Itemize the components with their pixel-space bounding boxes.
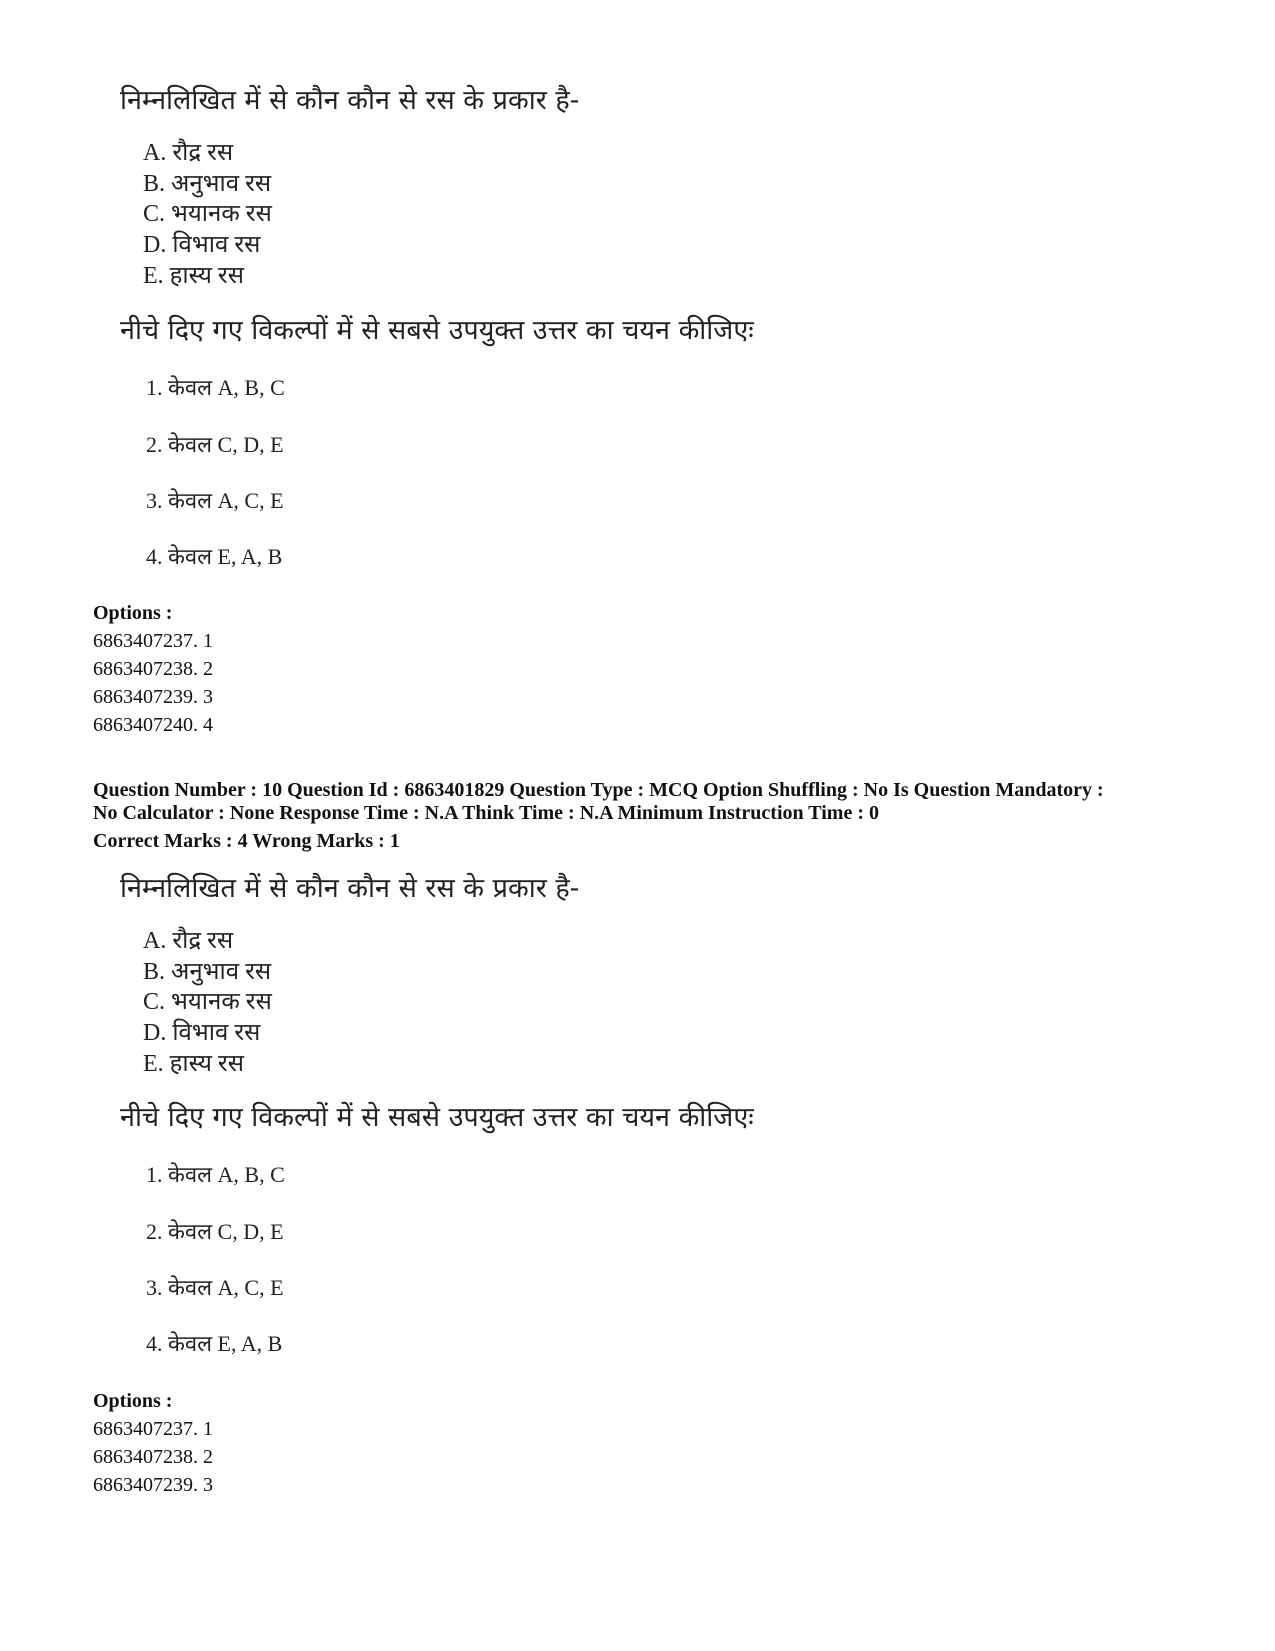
question-meta-line: No Calculator : None Response Time : N.A Think Time : N.A Minimum Instruction Time : 0 bbox=[93, 802, 879, 824]
option-id-line: 6863407238. 2 bbox=[93, 1446, 213, 1468]
answer-choice: 4. केवल E, A, B bbox=[146, 544, 283, 569]
option-id-line: 6863407240. 4 bbox=[93, 714, 213, 736]
statement-item: C. भयानक रस bbox=[143, 201, 272, 227]
question-instruction: नीचे दिए गए विकल्पों में से सबसे उपयुक्त उत्तर का चयन कीजिएः bbox=[120, 315, 754, 346]
statement-item: D. विभाव रस bbox=[143, 1020, 261, 1046]
statement-item: A. रौद्र रस bbox=[143, 928, 234, 954]
answer-choice: 1. केवल A, B, C bbox=[146, 375, 285, 400]
statement-item: A. रौद्र रस bbox=[143, 140, 234, 166]
option-id-line: 6863407237. 1 bbox=[93, 630, 213, 652]
statement-item: C. भयानक रस bbox=[143, 989, 272, 1015]
question-marks: Correct Marks : 4 Wrong Marks : 1 bbox=[93, 830, 400, 852]
question-prompt: निम्नलिखित में से कौन कौन से रस के प्रकार है- bbox=[120, 85, 580, 116]
question-instruction: नीचे दिए गए विकल्पों में से सबसे उपयुक्त उत्तर का चयन कीजिएः bbox=[120, 1102, 754, 1133]
question-prompt: निम्नलिखित में से कौन कौन से रस के प्रकार है- bbox=[120, 873, 580, 904]
statement-item: B. अनुभाव रस bbox=[143, 171, 272, 197]
option-id-line: 6863407238. 2 bbox=[93, 658, 213, 680]
question-meta-line: Question Number : 10 Question Id : 6863401829 Question Type : MCQ Option Shuffling : No Is Question Mandatory : bbox=[93, 779, 1104, 801]
option-id-line: 6863407239. 3 bbox=[93, 686, 213, 708]
answer-choice: 3. केवल A, C, E bbox=[146, 1275, 284, 1300]
statement-item: D. विभाव रस bbox=[143, 232, 261, 258]
answer-choice: 3. केवल A, C, E bbox=[146, 488, 284, 513]
statement-item: B. अनुभाव रस bbox=[143, 959, 272, 985]
answer-choice: 1. केवल A, B, C bbox=[146, 1162, 285, 1187]
statement-item: E. हास्य रस bbox=[143, 263, 244, 289]
answer-choice: 2. केवल C, D, E bbox=[146, 432, 284, 457]
answer-choice: 4. केवल E, A, B bbox=[146, 1331, 283, 1356]
answer-choice: 2. केवल C, D, E bbox=[146, 1219, 284, 1244]
options-label: Options : bbox=[93, 602, 173, 624]
option-id-line: 6863407237. 1 bbox=[93, 1418, 213, 1440]
statement-item: E. हास्य रस bbox=[143, 1051, 244, 1077]
options-label: Options : bbox=[93, 1390, 173, 1412]
option-id-line: 6863407239. 3 bbox=[93, 1474, 213, 1496]
